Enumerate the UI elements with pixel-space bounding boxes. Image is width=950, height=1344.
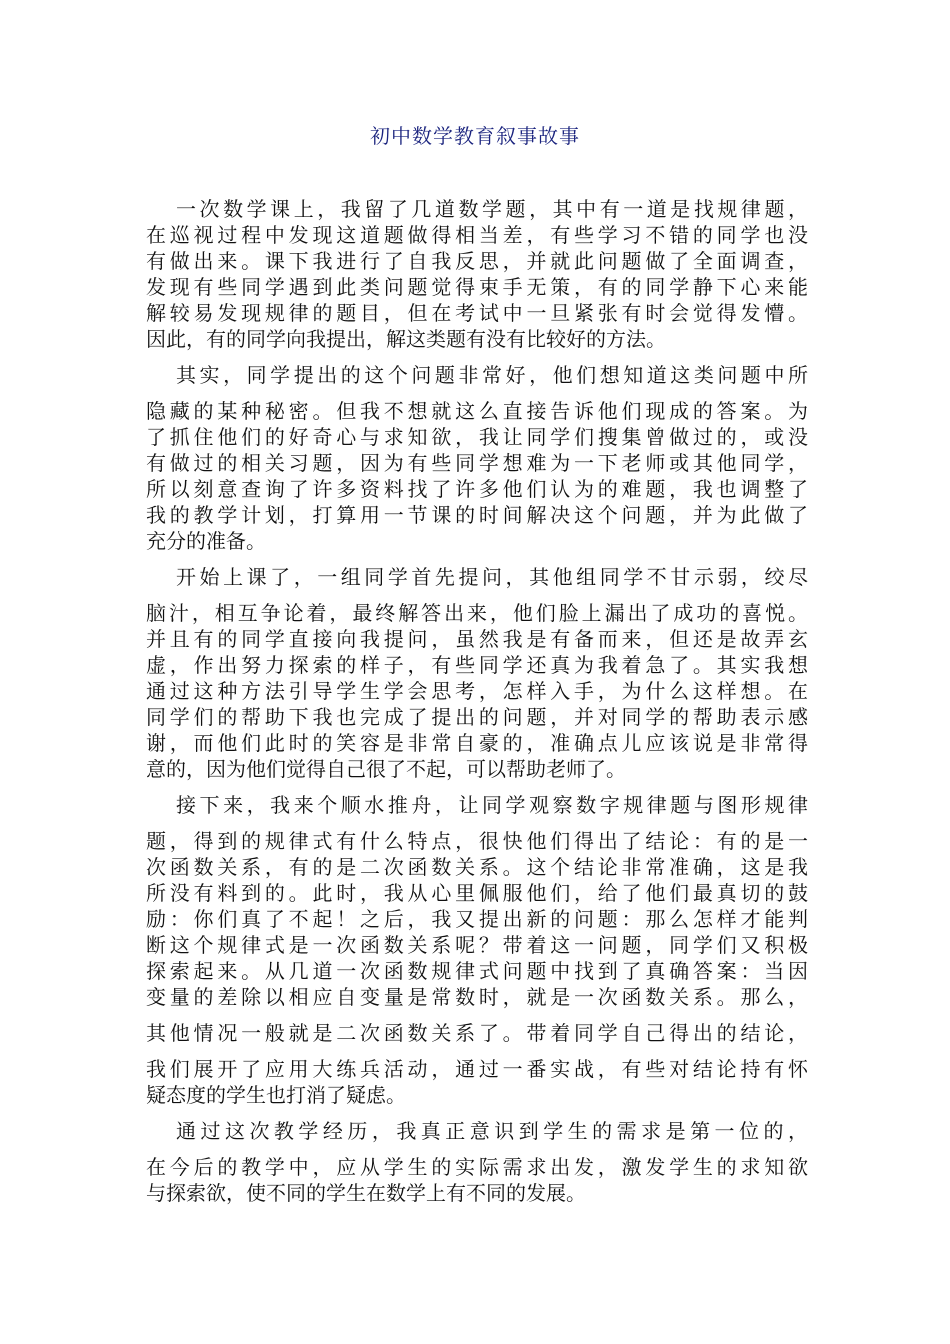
paragraph-line: 有做出来。课下我进行了自我反思，并就此问题做了全面调查， [146, 249, 808, 273]
paragraph-line: 题，得到的规律式有什么特点，很快他们得出了结论：有的是一 [146, 829, 808, 853]
paragraph-2 [146, 362, 808, 554]
paragraph-line: 所没有料到的。此时，我从心里佩服他们，给了他们最真切的鼓 [146, 881, 808, 905]
paragraph-line: 变量的差除以相应自变量是常数时，就是一次函数关系。那么， [146, 985, 808, 1009]
paragraph-line: 因此，有的同学向我提出，解这类题有没有比较好的方法。 [146, 327, 666, 351]
paragraph-line: 通过这次教学经历，我真正意识到学生的需求是第一位的， [176, 1119, 808, 1143]
paragraph-line: 探索起来。从几道一次函数规律式问题中找到了真确答案：当因 [146, 959, 808, 983]
paragraph-line: 开始上课了，一组同学首先提问，其他组同学不甘示弱，绞尽 [176, 565, 808, 589]
paragraph-line: 我们展开了应用大练兵活动，通过一番实战，有些对结论持有怀 [146, 1057, 808, 1081]
paragraph-line: 一次数学课上，我留了几道数学题，其中有一道是找规律题， [176, 197, 808, 221]
document-body [146, 196, 808, 1206]
paragraph-line: 疑态度的学生也打消了疑虑。 [146, 1083, 406, 1107]
paragraph-line: 谢，而他们此时的笑容是非常自豪的，准确点儿应该说是非常得 [146, 731, 808, 755]
paragraph-line: 脑汁，相互争论着，最终解答出来，他们脸上漏出了成功的喜悦。 [146, 601, 808, 625]
paragraph-line: 在巡视过程中发现这道题做得相当差，有些学习不错的同学也没 [146, 223, 808, 247]
paragraph-1 [146, 196, 808, 352]
paragraph-line: 同学们的帮助下我也完成了提出的问题，并对同学的帮助表示感 [146, 705, 808, 729]
document-title: 初中数学教育叙事故事 [370, 124, 580, 148]
paragraph-line: 其实，同学提出的这个问题非常好，他们想知道这类问题中所 [176, 363, 808, 387]
paragraph-line: 充分的准备。 [146, 529, 266, 553]
paragraph-line: 虚，作出努力探索的样子，有些同学还真为我着急了。其实我想 [146, 653, 808, 677]
paragraph-line: 断这个规律式是一次函数关系呢？带着这一问题，同学们又积极 [146, 933, 808, 957]
paragraph-5 [146, 1118, 808, 1206]
paragraph-line: 其他情况一般就是二次函数关系了。带着同学自己得出的结论， [146, 1021, 808, 1045]
paragraph-line: 次函数关系，有的是二次函数关系。这个结论非常准确，这是我 [146, 855, 808, 879]
paragraph-4 [146, 792, 808, 1108]
paragraph-line: 解较易发现规律的题目，但在考试中一旦紧张有时会觉得发懵。 [146, 301, 808, 325]
paragraph-3 [146, 564, 808, 782]
paragraph-line: 所以刻意查询了许多资料找了许多他们认为的难题，我也调整了 [146, 477, 808, 501]
paragraph-line: 励：你们真了不起！之后，我又提出新的问题：那么怎样才能判 [146, 907, 808, 931]
paragraph-line: 有做过的相关习题，因为有些同学想难为一下老师或其他同学， [146, 451, 808, 475]
paragraph-line: 发现有些同学遇到此类问题觉得束手无策，有的同学静下心来能 [146, 275, 808, 299]
paragraph-line: 隐藏的某种秘密。但我不想就这么直接告诉他们现成的答案。为 [146, 399, 808, 423]
paragraph-line: 并且有的同学直接向我提问，虽然我是有备而来，但还是故弄玄 [146, 627, 808, 651]
paragraph-line: 在今后的教学中，应从学生的实际需求出发，激发学生的求知欲 [146, 1155, 808, 1179]
paragraph-line: 意的，因为他们觉得自己很了不起，可以帮助老师了。 [146, 757, 626, 781]
paragraph-line: 接下来，我来个顺水推舟，让同学观察数字规律题与图形规律 [176, 793, 808, 817]
paragraph-line: 与探索欲，使不同的学生在数学上有不同的发展。 [146, 1181, 586, 1205]
paragraph-line: 了抓住他们的好奇心与求知欲，我让同学们搜集曾做过的，或没 [146, 425, 808, 449]
paragraph-line: 我的教学计划，打算用一节课的时间解决这个问题，并为此做了 [146, 503, 808, 527]
paragraph-line: 通过这种方法引导学生学会思考，怎样入手，为什么这样想。在 [146, 679, 808, 703]
